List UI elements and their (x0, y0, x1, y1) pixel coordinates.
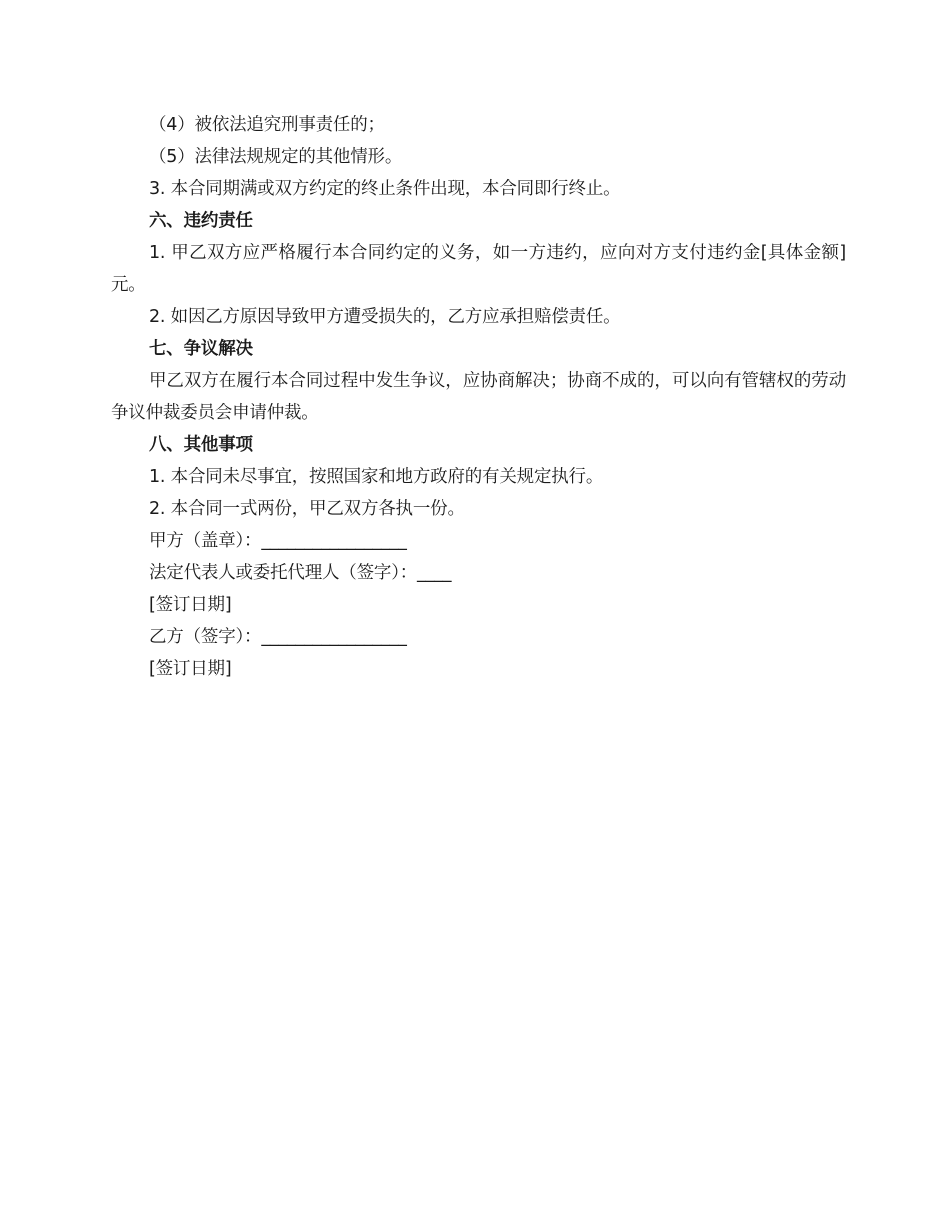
dispute-clause: 甲乙双方在履行本合同过程中发生争议，应协商解决；协商不成的，可以向有管辖权的劳动争议仲裁委员会申请仲裁。 (111, 371, 846, 423)
section-heading-dispute: 七、争议解决 (149, 339, 253, 359)
other-clause-1: 1. 本合同未尽事宜，按照国家和地方政府的有关规定执行。 (149, 467, 604, 487)
party-a-seal-line: 甲方（盖章）：_________________ (149, 531, 407, 551)
section-heading-other: 八、其他事项 (149, 435, 253, 455)
clause-item-5: （5）法律法规规定的其他情形。 (149, 147, 403, 167)
termination-clause-3: 3. 本合同期满或双方约定的终止条件出现，本合同即行终止。 (149, 179, 621, 199)
breach-clause-1: 1. 甲乙双方应严格履行本合同约定的义务，如一方违约，应向对方支付违约金[具体金额]元。 (111, 243, 846, 295)
clause-item-4: （4）被依法追究刑事责任的； (149, 115, 385, 135)
other-clause-2: 2. 本合同一式两份，甲乙双方各执一份。 (149, 499, 465, 519)
party-b-signature-line: 乙方（签字）：_________________ (149, 627, 407, 647)
breach-clause-2: 2. 如因乙方原因导致甲方遭受损失的，乙方应承担赔偿责任。 (149, 307, 621, 327)
section-heading-breach: 六、违约责任 (149, 211, 253, 231)
document-body (111, 109, 846, 685)
party-a-signing-date: [签订日期] (149, 595, 232, 615)
party-b-signing-date: [签订日期] (149, 659, 232, 679)
legal-representative-signature-line: 法定代表人或委托代理人（签字）：____ (149, 563, 452, 583)
